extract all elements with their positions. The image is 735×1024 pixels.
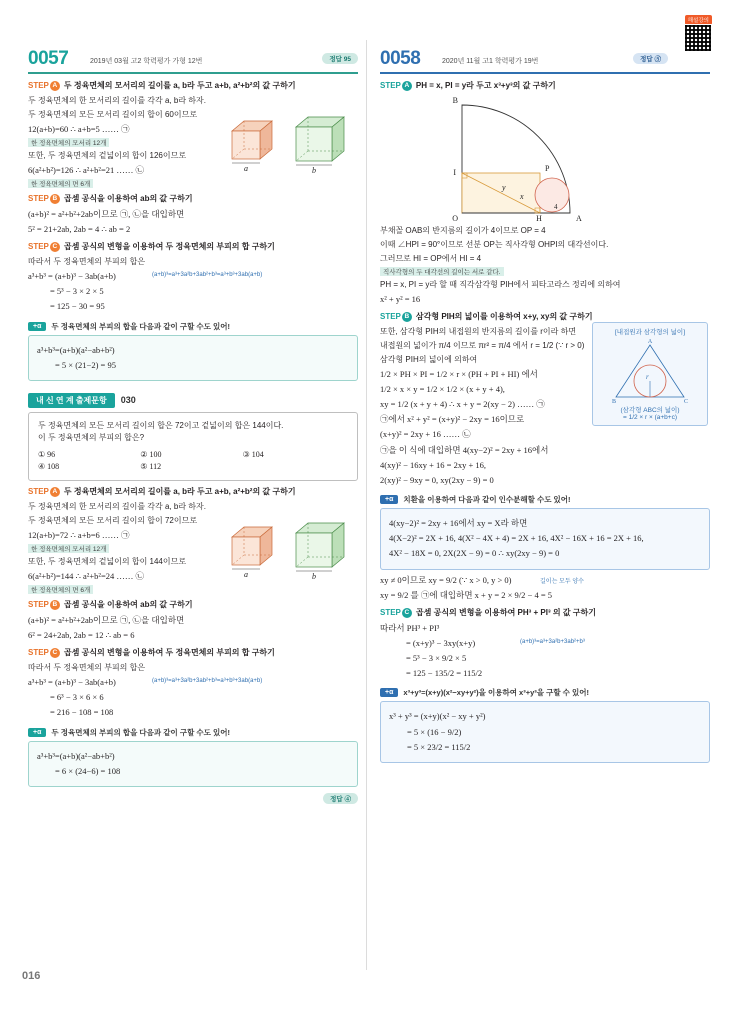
step-line: 두 정육면체의 모든 모서리 길이의 합이 72이므로 <box>28 515 198 525</box>
step-line: 두 정육면체의 한 모서리의 길이를 각각 a, b라 하자. <box>28 95 206 105</box>
step-tag: STEP A <box>380 81 412 91</box>
plus-line: 4(xy−2)² = 2xy + 16에서 xy = X라 하면 <box>389 518 528 529</box>
choice-item[interactable]: ② 100 <box>140 449 162 459</box>
column-divider <box>366 40 367 970</box>
plus-after-line: xy = 9/2 를 ㉠에 대입하면 x + y = 2 × 9/2 − 4 = 5 <box>380 589 553 600</box>
svg-text:b: b <box>312 571 316 581</box>
step-line: 1/2 × x × y = 1/2 × 1/2 × (x + y + 4), <box>380 383 505 394</box>
inner-problem-tag: 내 신 연 계 출제문항 <box>28 393 115 408</box>
plus-line: = 5 × (21−2) = 95 <box>55 359 116 370</box>
formula-note: (a+b)³=a³+3a²b+3ab²+b³=a³+b³+3ab(a+b) <box>152 272 263 279</box>
step-line: 부채꼴 OAB의 반지름의 길이가 4이므로 OP = 4 <box>380 225 546 235</box>
step-line: (a+b)² = a²+b²+2ab이므로 ㉠, ㉡을 대입하면 <box>28 614 185 625</box>
svg-text:C: C <box>684 398 689 405</box>
right-column <box>380 18 710 763</box>
step-tag: STEP A <box>28 487 60 497</box>
step-a-0057 <box>28 81 358 92</box>
answer-badge: 정답 95 <box>322 53 358 64</box>
step-line: 또한, 삼각형 PIH의 내접원의 반지름의 길이를 r이라 하면 <box>380 326 577 336</box>
question-line: 이 두 정육면체의 부피의 합은? <box>38 432 145 442</box>
step-line: xy = 1/2 (x + y + 4) ∴ x + y = 2(xy − 2) …… ㉠ <box>380 399 545 410</box>
svg-text:b: b <box>312 165 316 175</box>
choice-list <box>38 449 348 473</box>
svg-text:B: B <box>612 398 617 405</box>
step-line: 1/2 × PH × PI = 1/2 × r × (PH + PI + HI) 에서 <box>380 368 538 379</box>
step-b-030 <box>28 600 358 611</box>
plus-alpha-header-2-0058 <box>380 687 710 698</box>
incircle-note-box <box>592 322 708 426</box>
step-tag: STEP C <box>28 242 60 252</box>
step-title: 곱셈 공식의 변형을 이용하여 PH³ + PI³ 의 값 구하기 <box>415 608 596 617</box>
step-title: 두 정육면체의 모서리의 길이를 a, b라 두고 a+b, a²+b²의 값 구하기 <box>63 486 296 496</box>
plus-alpha-box-0057 <box>28 335 358 381</box>
step-tag: STEP B <box>380 312 412 322</box>
step-line: = 6³ − 3 × 6 × 6 <box>50 692 104 703</box>
triangle-incircle-svg <box>608 339 692 405</box>
step-line: ㉠을 이 식에 대입하면 4(xy−2)² = 2xy + 16에서 <box>380 444 549 455</box>
svg-text:P: P <box>545 163 550 173</box>
step-circle-a: A <box>50 81 60 91</box>
step-line: = 216 − 108 = 108 <box>50 707 114 718</box>
step-line: 6(a²+b²)=126 ∴ a²+b²=21 …… ㉡ <box>28 164 144 175</box>
plus-line: 4(X−2)² = 2X + 16, 4(X² − 4X + 4) = 2X + 16, 4X² − 16X + 16 = 2X + 16, <box>389 533 644 544</box>
step-line: 12(a+b)=72 ∴ a+b=6 …… ㉠ <box>28 529 130 540</box>
step-title: 삼각형 PIH의 넓이를 이용하여 x+y, xy의 값 구하기 <box>415 311 593 321</box>
step-line: 따라서 두 정육면체의 부피의 합은 <box>28 663 146 673</box>
step-title: 곱셈 공식의 변형을 이용하여 두 정육면체의 부피의 합 구하기 <box>63 242 275 252</box>
plus-alpha-title: 두 정육면체의 부피의 합을 다음과 같이 구할 수도 있어! <box>51 727 230 737</box>
step-line: 그러므로 HI = OP에서 HI = 4 <box>380 253 482 263</box>
step-line: 6(a²+b²)=144 ∴ a²+b²=24 …… ㉡ <box>28 570 144 581</box>
step-title: 곱셈 공식을 이용하여 ab의 값 구하기 <box>63 600 193 610</box>
step-line: a³+b³ = (a+b)³ − 3ab(a+b) <box>28 271 116 282</box>
plus-alpha-title: x³+y³=(x+y)(x²−xy+y²)을 이용하여 x³+y³을 구할 수 있어! <box>403 688 589 698</box>
incircle-note <box>592 322 708 426</box>
step-circle-c: C <box>50 242 60 252</box>
step-line: 삼각형 PIH의 넓이에 의하여 <box>380 354 478 364</box>
step-circle-c: C <box>50 648 60 658</box>
step-a-030 <box>28 487 358 498</box>
cubes-svg <box>224 113 360 175</box>
svg-text:O: O <box>452 213 458 221</box>
step-line: = 125 − 135/2 = 115/2 <box>406 668 483 679</box>
formula-note: (a+b)³=a³+3a²b+3ab²+b³=a³+b³+3ab(a+b) <box>152 678 263 685</box>
step-a-0058 <box>380 81 710 92</box>
question-line: 두 정육면체의 모든 모서리 길이의 합은 72이고 겉넓이의 합은 144이다. <box>38 420 284 430</box>
step-title: 곱셈 공식의 변형을 이용하여 두 정육면체의 부피의 합 구하기 <box>63 648 275 658</box>
step-line: ㉠에서 x² + y² = (x+y)² − 2xy = 16이므로 <box>380 414 525 425</box>
plus-alpha-badge: +α <box>380 688 398 697</box>
plus-line: = 6 × (24−6) = 108 <box>55 765 121 776</box>
step-line: 따라서 두 정육면체의 부피의 합은 <box>28 257 146 267</box>
plus-alpha-title: 두 정육면체의 부피의 합을 다음과 같이 구할 수도 있어! <box>51 321 230 331</box>
svg-text:a: a <box>244 569 248 579</box>
step-line: 5² = 21+2ab, 2ab = 4 ∴ ab = 2 <box>28 224 131 235</box>
choice-item[interactable]: ① 96 <box>38 449 56 459</box>
step-line: 2(xy)² − 9xy = 0, xy(2xy − 9) = 0 <box>380 474 494 485</box>
step-line: 4(xy)² − 16xy + 16 = 2xy + 16, <box>380 459 487 470</box>
cube-figure-0057 <box>224 113 360 175</box>
incircle-note-line: (삼각형 ABC의 넓이) <box>620 406 680 414</box>
incircle-note-title: [내접원과 삼각형의 넓이] <box>614 328 685 336</box>
inner-answer-badge: 정답 ④ <box>323 793 358 804</box>
step-line: a³+b³ = (a+b)³ − 3ab(a+b) <box>28 677 116 688</box>
step-line: (a+b)² = a²+b²+2ab이므로 ㉠, ㉡을 대입하면 <box>28 208 185 219</box>
choice-item[interactable]: ⑤ 112 <box>140 461 162 471</box>
plus-line: 4X² − 18X = 0, 2X(2X − 9) = 0 ∴ xy(2xy − 9) = 0 <box>389 548 560 559</box>
svg-text:A: A <box>647 338 653 345</box>
step-tag: STEP B <box>28 194 60 204</box>
answer-badge: 정답 ⑤ <box>633 53 668 64</box>
step-line: = (x+y)³ − 3xy(x+y) <box>406 637 476 648</box>
svg-text:I: I <box>453 167 456 177</box>
step-note: 한 정육면체의 면 6개 <box>28 585 220 594</box>
step-note: 직사각형의 두 대각선의 길이는 서로 같다. <box>380 267 710 276</box>
inner-problem-number: 030 <box>120 395 136 406</box>
step-note: 한 정육면체의 모서리 12개 <box>28 138 220 147</box>
step-title: 곱셈 공식을 이용하여 ab의 값 구하기 <box>63 194 193 204</box>
plus-alpha-box-2-0058 <box>380 701 710 763</box>
plus-alpha-header-1-0058 <box>380 494 710 505</box>
step-b-0057 <box>28 194 358 205</box>
svg-text:y: y <box>502 182 506 192</box>
plus-line: x³ + y³ = (x+y)(x² − xy + y²) <box>389 711 486 722</box>
qr-label: 해설강의 <box>685 15 712 25</box>
svg-text:4: 4 <box>554 202 558 211</box>
plus-alpha-box-1-0058 <box>380 508 710 570</box>
step-c-0057 <box>28 242 358 253</box>
step-line: 6² = 24+2ab, 2ab = 12 ∴ ab = 6 <box>28 630 135 641</box>
step-circle-c: C <box>402 608 412 618</box>
step-line: = 5³ − 3 × 9/2 × 5 <box>406 653 467 664</box>
step-line: = 125 − 30 = 95 <box>50 301 105 312</box>
step-line: 이때 ∠HPI = 90°이므로 선분 OP는 직사각형 OHPI의 대각선이다. <box>380 239 609 249</box>
step-c-030 <box>28 648 358 659</box>
step-line: x² + y² = 16 <box>380 293 421 304</box>
step-line: 두 정육면체의 한 모서리의 길이를 각각 a, b라 하자. <box>28 501 206 511</box>
step-tag: STEP A <box>28 81 60 91</box>
step-tag: STEP B <box>28 600 60 610</box>
plus-after-note: 길이는 모두 양수 <box>540 578 584 585</box>
step-circle-b: B <box>50 600 60 610</box>
step-line: = 5³ − 3 × 2 × 5 <box>50 286 104 297</box>
inner-problem-box <box>28 412 358 481</box>
problem-source: 2020년 11월 고1 학력평가 19번 <box>442 58 539 65</box>
plus-line: a³+b³=(a+b)(a²−ab+b²) <box>37 344 115 355</box>
svg-text:B: B <box>452 95 458 105</box>
svg-text:A: A <box>576 213 582 221</box>
step-note: 한 정육면체의 면 6개 <box>28 179 220 188</box>
plus-alpha-badge: +α <box>28 728 46 737</box>
plus-alpha-badge: +α <box>380 495 398 504</box>
step-line: 따라서 PH³ + PI³ <box>380 622 440 633</box>
step-circle-a: A <box>50 487 60 497</box>
step-tag: STEP C <box>380 608 412 618</box>
problem-number: 0057 <box>28 48 69 69</box>
step-line: 또한, 두 정육면체의 겉넓이의 합이 126이므로 <box>28 150 187 160</box>
step-c-0058 <box>380 608 710 619</box>
step-circle-b: B <box>50 194 60 204</box>
plus-after-line: xy ≠ 0이므로 xy = 9/2 (∵ x > 0, y > 0) <box>380 574 512 585</box>
plus-alpha-header-030 <box>28 727 358 738</box>
step-title: PH = x, PI = y라 두고 x³+y³의 값 구하기 <box>415 81 556 90</box>
page-number: 016 <box>22 970 41 982</box>
plus-alpha-box-030 <box>28 741 358 787</box>
cubes-svg <box>224 519 360 581</box>
step-line: 두 정육면체의 모든 모서리 길이의 합이 60이므로 <box>28 109 198 119</box>
svg-text:x: x <box>520 191 524 201</box>
choice-item[interactable]: ③ 104 <box>242 449 264 459</box>
step-tag: STEP C <box>28 648 60 658</box>
step-title: 두 정육면체의 모서리의 길이를 a, b라 두고 a+b, a²+b²의 값 구하기 <box>63 81 296 90</box>
svg-text:a: a <box>244 163 248 173</box>
sector-svg <box>402 95 702 221</box>
sector-figure-0058 <box>380 95 710 223</box>
svg-text:r: r <box>646 372 649 381</box>
cube-figure-030 <box>224 519 360 581</box>
inner-problem-header <box>28 393 358 408</box>
plus-alpha-title: 치환을 이용하여 다음과 같이 인수분해할 수도 있어! <box>403 495 571 505</box>
problem-header-0057 <box>28 48 358 74</box>
plus-line: a³+b³=(a+b)(a²−ab+b²) <box>37 750 115 761</box>
incircle-note-line: = 1/2 × r × (a+b+c) <box>622 413 678 421</box>
step-line: 또한, 두 정육면체의 겉넓이의 합이 144이므로 <box>28 556 187 566</box>
problem-source: 2019년 03월 고2 학력평가 가형 12번 <box>90 58 203 65</box>
step-line: 12(a+b)=60 ∴ a+b=5 …… ㉠ <box>28 123 130 134</box>
problem-header-0058 <box>380 18 710 74</box>
step-circle-b: B <box>402 312 412 322</box>
step-line: 내접원의 넓이가 π/4 이므로 πr² = π/4 에서 r = 1/2 (∵ r > 0) <box>380 340 585 350</box>
plus-line: = 5 × (16 − 9/2) <box>407 726 462 737</box>
step-line: (x+y)² = 2xy + 16 …… ㉡ <box>380 429 471 440</box>
qr-code-icon[interactable] <box>684 24 712 52</box>
formula-note: (a+b)³=a³+3a²b+3ab²+b³ <box>520 638 585 645</box>
plus-alpha-header-0057 <box>28 321 358 332</box>
choice-item[interactable]: ④ 108 <box>38 461 60 471</box>
step-note: 한 정육면체의 모서리 12개 <box>28 544 220 553</box>
step-line: PH = x, PI = y라 할 때 직각삼각형 PIH에서 피타고라스 정리에 의하여 <box>380 279 621 289</box>
plus-line: = 5 × 23/2 = 115/2 <box>407 741 471 752</box>
plus-alpha-badge: +α <box>28 322 46 331</box>
problem-number: 0058 <box>380 48 421 69</box>
left-column <box>28 48 358 805</box>
svg-text:H: H <box>536 213 542 221</box>
step-circle-a: A <box>402 81 412 91</box>
